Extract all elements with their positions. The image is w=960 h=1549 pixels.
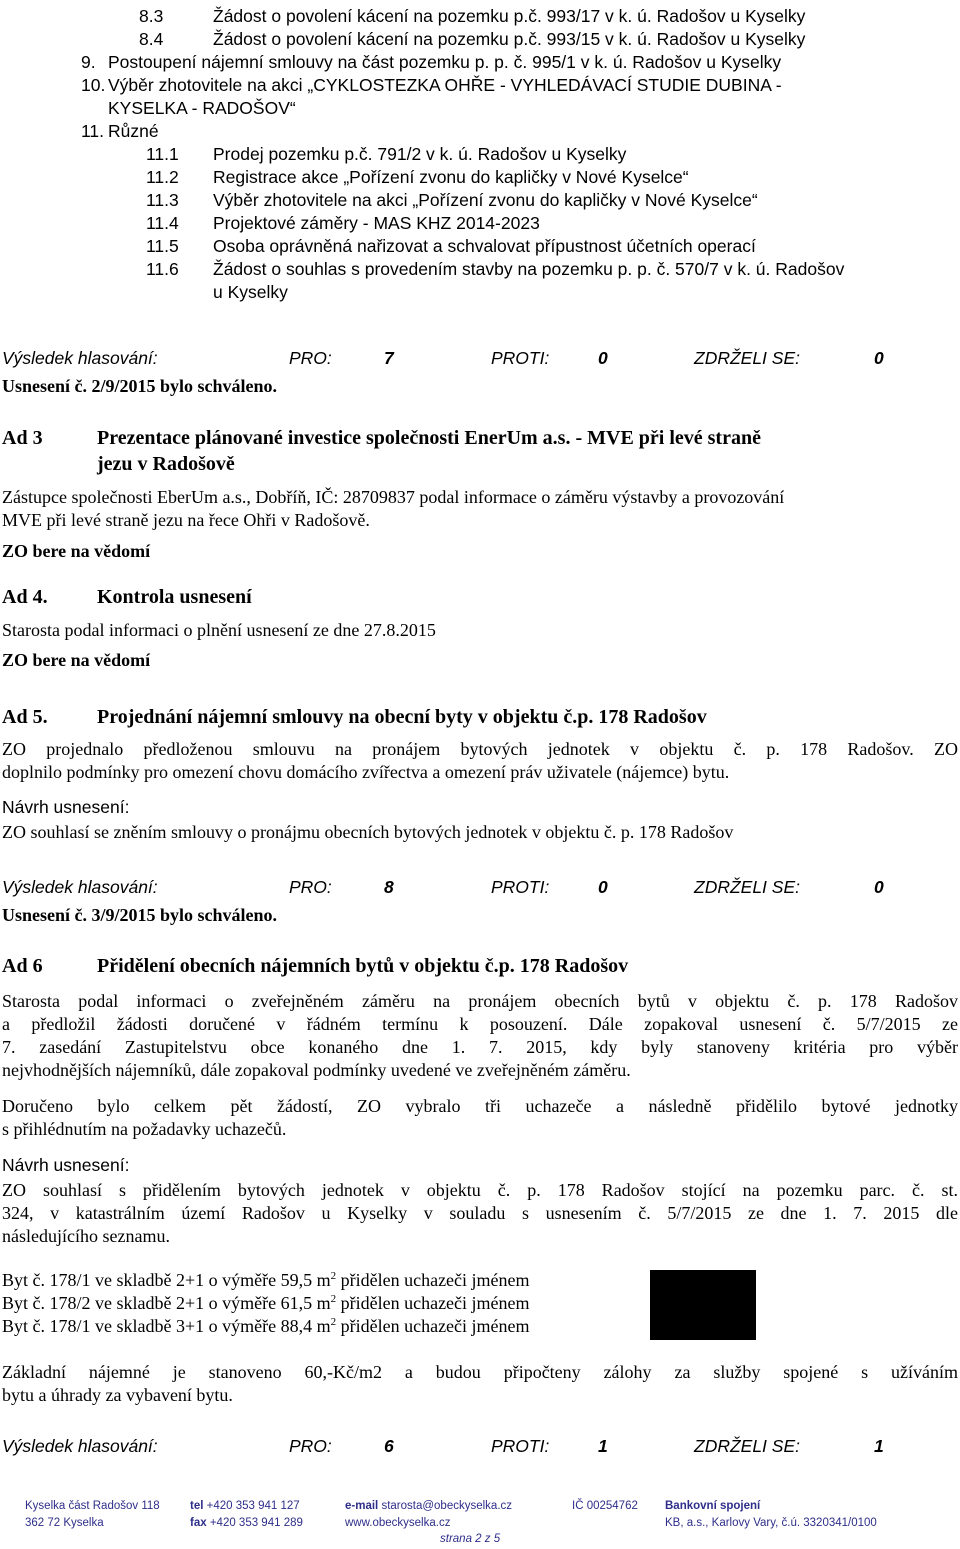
paragraph: Starosta podal informaci o zveřejněném záměru na pronájem obecních bytů v objektu č. p. 178 Radošov: [2, 991, 958, 1011]
paragraph: 7. zasedání Zastupitelstvu obce konaného dne 1. 7. 2015, kdy byly stanoveny kritéria pro výběr: [2, 1037, 958, 1057]
resolution-approved: Usnesení č. 2/9/2015 bylo schváleno.: [2, 376, 278, 396]
footer-web-link[interactable]: www.obeckyselka.cz: [345, 1517, 451, 1529]
paragraph: nejvhodnějších nájemníků, dále zopakoval podmínky uvedené ve zveřejněném záměru.: [2, 1060, 631, 1080]
footer-fax-label: fax: [190, 1517, 207, 1529]
proposal-label: Návrh usnesení:: [2, 1155, 130, 1175]
section-title: Projednání nájemní smlouvy na obecní byty v objektu č.p. 178 Radošov: [97, 706, 707, 728]
vote-zdrzeli-label: ZDRŽELI SE:: [694, 348, 800, 368]
section-label: Ad 5.: [2, 706, 48, 728]
footer-fax: [190, 1517, 303, 1529]
vote-zdrzeli-label: ZDRŽELI SE:: [694, 877, 800, 897]
paragraph: s přihlédnutím na požadavky uchazečů.: [2, 1119, 287, 1139]
agenda-item: Projektové záměry - MAS KHZ 2014-2023: [213, 213, 540, 233]
vote-pro-label: PRO:: [289, 877, 332, 897]
section-title: Kontrola usnesení: [97, 586, 252, 608]
flat-allocation: přidělen uchazeči jménem: [336, 1270, 530, 1290]
agenda-item: Žádost o souhlas s provedením stavby na pozemku p. p. č. 570/7 v k. ú. Radošov: [213, 259, 845, 279]
redaction-block: [650, 1270, 756, 1340]
agenda-number: 10.: [81, 75, 106, 95]
vote-proti-value: 1: [598, 1436, 608, 1456]
paragraph: ZO projednalo předloženou smlouvu na pronájem bytových jednotek v objektu č. p. 178 Radošov. ZO: [2, 739, 958, 759]
vote-proti-label: PROTI:: [491, 877, 550, 897]
footer-bank: KB, a.s., Karlovy Vary, č.ú. 3320341/0100: [665, 1517, 877, 1529]
vote-pro-label: PRO:: [289, 348, 332, 368]
paragraph: Základní nájemné je stanoveno 60,-Kč/m2 a budou připočteny zálohy za služby spojené s užíváním: [2, 1362, 958, 1382]
footer-tel-label: tel: [190, 1500, 204, 1512]
proposal-text: ZO souhlasí se zněním smlouvy o pronájmu obecních bytových jednotek v objektu č. p. 178 Radošov: [2, 822, 734, 842]
vote-proti-label: PROTI:: [491, 348, 550, 368]
superscript: 2: [330, 1293, 337, 1305]
footer-bank-label: Bankovní spojení: [665, 1500, 761, 1512]
footer-ic: IČ 00254762: [572, 1500, 638, 1512]
section-label: Ad 3: [2, 427, 43, 449]
footer-email-label: e-mail: [345, 1500, 379, 1512]
agenda-item: Prodej pozemku p.č. 791/2 v k. ú. Radošov u Kyselky: [213, 144, 627, 164]
vote-zdrzeli-value: 0: [874, 877, 884, 897]
paragraph: bytu a úhrady za vybavení bytu.: [2, 1385, 233, 1405]
vote-proti-label: PROTI:: [491, 1436, 550, 1456]
agenda-item: Osoba oprávněná nařizovat a schvalovat přípustnost účetních operací: [213, 236, 756, 256]
flat-description: Byt č. 178/1 ve skladbě 2+1 o výměře 59,5 m: [2, 1270, 331, 1290]
vote-pro-value: 8: [384, 877, 394, 897]
vote-result-label: Výsledek hlasování:: [2, 1436, 158, 1456]
agenda-item: KYSELKA - RADOŠOV“: [108, 98, 296, 118]
agenda-number: 11.4: [146, 213, 179, 233]
paragraph: Doručeno bylo celkem pět žádostí, ZO vybralo tři uchazeče a následně přidělilo bytové jednotky: [2, 1096, 958, 1116]
vote-pro-value: 7: [384, 348, 394, 368]
agenda-item: Žádost o povolení kácení na pozemku p.č. 993/17 v k. ú. Radošov u Kyselky: [213, 6, 806, 26]
agenda-number: 11.5: [146, 236, 179, 256]
vote-zdrzeli-value: 0: [874, 348, 884, 368]
agenda-number: 11.: [81, 121, 105, 141]
section-title: Přidělení obecních nájemních bytů v objektu č.p. 178 Radošov: [97, 955, 629, 977]
footer-address: 362 72 Kyselka: [25, 1517, 104, 1529]
flat-description: Byt č. 178/1 ve skladbě 3+1 o výměře 88,4 m: [2, 1316, 331, 1336]
vote-pro-label: PRO:: [289, 1436, 332, 1456]
vote-zdrzeli-label: ZDRŽELI SE:: [694, 1436, 800, 1456]
footer-address: Kyselka část Radošov 118: [25, 1500, 160, 1512]
proposal-text: 324, v katastrálním území Radošov u Kyselky v souladu s usnesením č. 5/7/2015 ze dne 1. 7. 2015 dle: [2, 1203, 958, 1223]
agenda-item: u Kyselky: [213, 282, 288, 302]
proposal-text: ZO souhlasí s přidělením bytových jednotek v objektu č. p. 178 Radošov stojící na pozemku parc. č. st.: [2, 1180, 958, 1200]
superscript: 2: [330, 1270, 337, 1282]
agenda-number: 9.: [81, 52, 96, 72]
vote-zdrzeli-value: 1: [874, 1436, 884, 1456]
flat-allocation-row: [2, 1270, 530, 1291]
section-label: Ad 6: [2, 955, 43, 977]
flat-allocation-row: [2, 1293, 530, 1314]
superscript: 2: [330, 1316, 337, 1328]
paragraph: Starosta podal informaci o plnění usnesení ze dne 27.8.2015: [2, 620, 436, 640]
agenda-number: 8.4: [139, 29, 164, 49]
footer-tel-value: +420 353 941 127: [206, 1500, 300, 1512]
agenda-item: Registrace akce „Pořízení zvonu do kapličky v Nové Kyselce“: [213, 167, 689, 187]
agenda-number: 11.2: [146, 167, 179, 187]
resolution-approved: Usnesení č. 3/9/2015 bylo schváleno.: [2, 905, 278, 925]
paragraph: doplnilo podmínky pro omezení chovu domácího zvířectva a omezení práv uživatele (nájemce) bytu.: [2, 762, 730, 782]
page-number: strana 2 z 5: [440, 1533, 501, 1545]
agenda-item: Různé: [108, 121, 159, 141]
note: ZO bere na vědomí: [2, 650, 151, 670]
flat-description: Byt č. 178/2 ve skladbě 2+1 o výměře 61,5 m: [2, 1293, 331, 1313]
agenda-number: 11.3: [146, 190, 179, 210]
agenda-item: Žádost o povolení kácení na pozemku p.č. 993/15 v k. ú. Radošov u Kyselky: [213, 29, 806, 49]
section-title: Prezentace plánované investice společnosti EnerUm a.s. - MVE při levé straně: [97, 427, 761, 449]
footer-tel: [190, 1500, 300, 1512]
flat-allocation: přidělen uchazeči jménem: [336, 1293, 530, 1313]
agenda-item: Výběr zhotovitele na akci „CYKLOSTEZKA OHŘE - VYHLEDÁVACÍ STUDIE DUBINA -: [108, 75, 782, 95]
proposal-text: následujícího seznamu.: [2, 1226, 170, 1246]
note: ZO bere na vědomí: [2, 541, 151, 561]
vote-result-label: Výsledek hlasování:: [2, 348, 158, 368]
section-title: jezu v Radošově: [97, 453, 235, 475]
agenda-number: 11.1: [146, 144, 179, 164]
footer-email: [345, 1500, 512, 1512]
paragraph: Zástupce společnosti EberUm a.s., Dobříň, IČ: 28709837 podal informace o záměru výstavby a provozování: [2, 487, 785, 507]
flat-allocation-row: [2, 1316, 530, 1337]
agenda-item: Postoupení nájemní smlouvy na část pozemku p. p. č. 995/1 v k. ú. Radošov u Kyselky: [108, 52, 782, 72]
paragraph: a předložil žádosti doručené v řádném termínu k posouzení. Dále zopakoval usnesení č. 5/7/2015 ze: [2, 1014, 958, 1034]
vote-pro-value: 6: [384, 1436, 394, 1456]
footer-fax-value: +420 353 941 289: [209, 1517, 303, 1529]
footer-email-link[interactable]: starosta@obeckyselka.cz: [381, 1500, 513, 1512]
vote-proti-value: 0: [598, 877, 608, 897]
flat-allocation: přidělen uchazeči jménem: [336, 1316, 530, 1336]
section-label: Ad 4.: [2, 586, 48, 608]
paragraph: MVE při levé straně jezu na řece Ohři v Radošově.: [2, 510, 370, 530]
agenda-item: Výběr zhotovitele na akci „Pořízení zvonu do kapličky v Nové Kyselce“: [213, 190, 758, 210]
proposal-label: Návrh usnesení:: [2, 797, 130, 817]
agenda-number: 11.6: [146, 259, 179, 279]
agenda-number: 8.3: [139, 6, 164, 26]
vote-proti-value: 0: [598, 348, 608, 368]
vote-result-label: Výsledek hlasování:: [2, 877, 158, 897]
